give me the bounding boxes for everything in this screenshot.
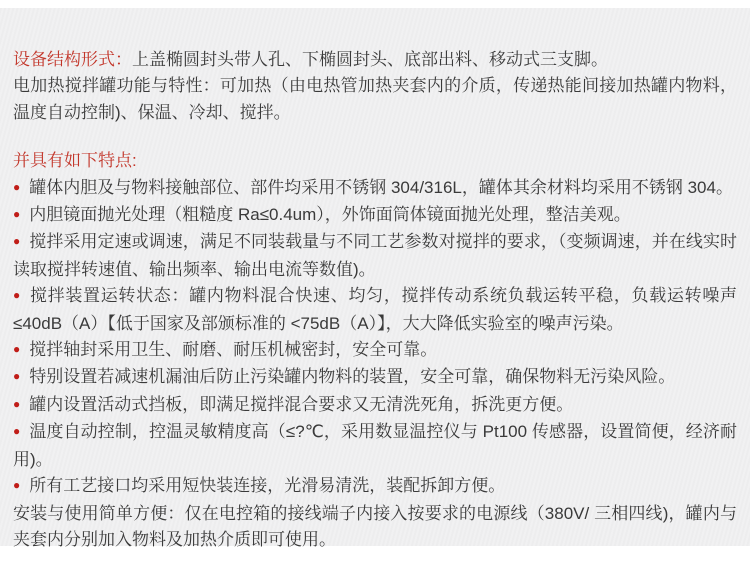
bullet-icon: ● [13,207,21,222]
bullet-icon: ● [13,288,21,303]
feature-item [13,202,737,229]
features-list [13,175,737,501]
feature-text: 特别设置若减速机漏油后防止污染罐内物料的装置，安全可靠，确保物料无污染风险。 [29,367,676,387]
install-paragraph: 安装与使用简单方便：仅在电控箱的接线端子内接入按要求的电源线（380V/ 三相四线)，罐内与夹套内分别加入物料及加热介质即可使用。 [13,503,737,549]
feature-text: 温度自动控制，控温灵敏精度高（≤?℃，采用数显温控仪与 Pt100 传感器，设置简便，经济耐用)。 [13,422,738,469]
feature-text: 罐体内胆及与物料接触部位、部件均采用不锈钢 304/316L，罐体其余材料均采用不锈钢 304。 [29,177,733,197]
bullet-icon: ● [13,234,21,249]
bullet-icon: ● [13,396,21,411]
feature-text: 搅拌轴封采用卫生、耐磨、耐压机械密封，安全可靠。 [29,340,438,360]
feature-item [13,283,737,337]
bullet-icon: ● [13,179,21,194]
feature-text: 内胆镜面抛光处理（粗糙度 Ra≤0.4um），外饰面筒体镜面抛光处理，整洁美观。 [29,205,631,225]
feature-text: 搅拌采用定速或调速，满足不同装载量与不同工艺参数对搅拌的要求，（变频调速，并在线实时读取搅拌转速值、输出频率、输出电流等数值)。 [13,232,738,279]
features-heading: 并具有如下特点: [13,151,137,171]
feature-text: 搅拌装置运转状态：罐内物料混合快速、均匀，搅拌传动系统负载运转平稳，负载运转噪声≤40dB（A）【低于国家及部颁标准的 <75dB（A）】，大大降低实验室的噪声污染。 [13,286,738,333]
structure-label: 设备结构形式： [13,50,132,69]
bullet-icon: ● [13,342,21,357]
function-paragraph: 电加热搅拌罐功能与特性：可加热（由电热管加热夹套内的介质，传递热能间接加热罐内物料，温度自动控制)、保温、冷却、搅拌。 [13,76,737,122]
feature-item [13,392,737,419]
feature-item [13,473,737,500]
feature-item [13,337,737,364]
feature-item [13,419,737,473]
bullet-icon: ● [13,369,21,384]
feature-item [13,229,737,283]
feature-text: 罐内设置活动式挡板，即满足搅拌混合要求又无清洗死角，拆洗更方便。 [29,394,574,414]
feature-item [13,364,737,391]
feature-item [13,175,737,202]
product-description-panel [0,8,750,549]
bullet-icon: ● [13,424,21,439]
structure-paragraph [13,47,737,73]
bullet-icon: ● [13,478,21,493]
feature-text: 所有工艺接口均采用短快装连接，光滑易清洗，装配拆卸方便。 [29,476,506,496]
structure-text: 上盖椭圆封头带人孔、下椭圆封头、底部出料、移动式三支脚。 [132,50,608,69]
